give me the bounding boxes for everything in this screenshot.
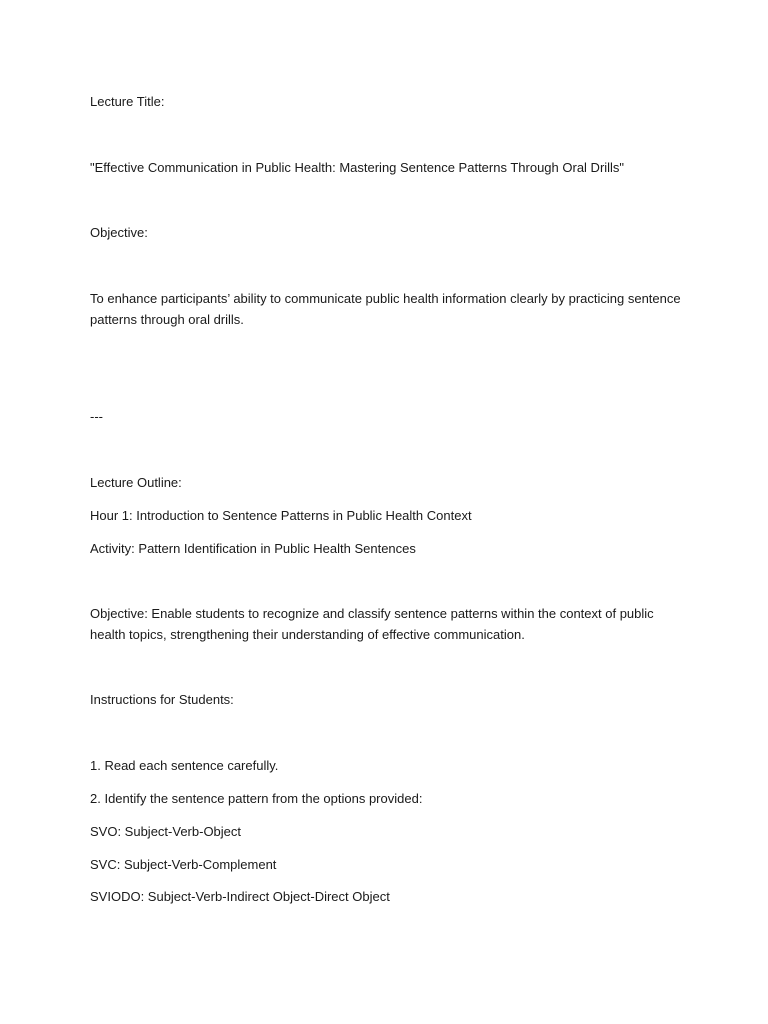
- lecture-title-label: Lecture Title:: [90, 94, 165, 109]
- instructions-label: Instructions for Students:: [90, 692, 234, 707]
- lecture-title: "Effective Communication in Public Health: Mastering Sentence Patterns Through Oral Drills": [90, 160, 625, 175]
- section-separator: ---: [90, 409, 103, 424]
- instruction-step-2: 2. Identify the sentence pattern from the options provided:: [90, 791, 423, 806]
- instruction-step-1: 1. Read each sentence carefully.: [90, 758, 279, 773]
- pattern-sviodo: SVIODO: Subject-Verb-Indirect Object-Direct Object: [90, 889, 390, 904]
- hour-1-heading: Hour 1: Introduction to Sentence Patterns in Public Health Context: [90, 508, 472, 523]
- activity-objective: Objective: Enable students to recognize and classify sentence patterns within the context of public health topics, strengthening their understanding of effective communication.: [90, 606, 654, 642]
- outline-label: Lecture Outline:: [90, 475, 182, 490]
- activity-heading: Activity: Pattern Identification in Public Health Sentences: [90, 541, 416, 556]
- pattern-svc: SVC: Subject-Verb-Complement: [90, 857, 277, 872]
- pattern-svo: SVO: Subject-Verb-Object: [90, 824, 242, 839]
- objective-label: Objective:: [90, 225, 148, 240]
- objective-text: To enhance participants’ ability to communicate public health information clearly by practicing sentence patterns through oral drills.: [90, 291, 681, 327]
